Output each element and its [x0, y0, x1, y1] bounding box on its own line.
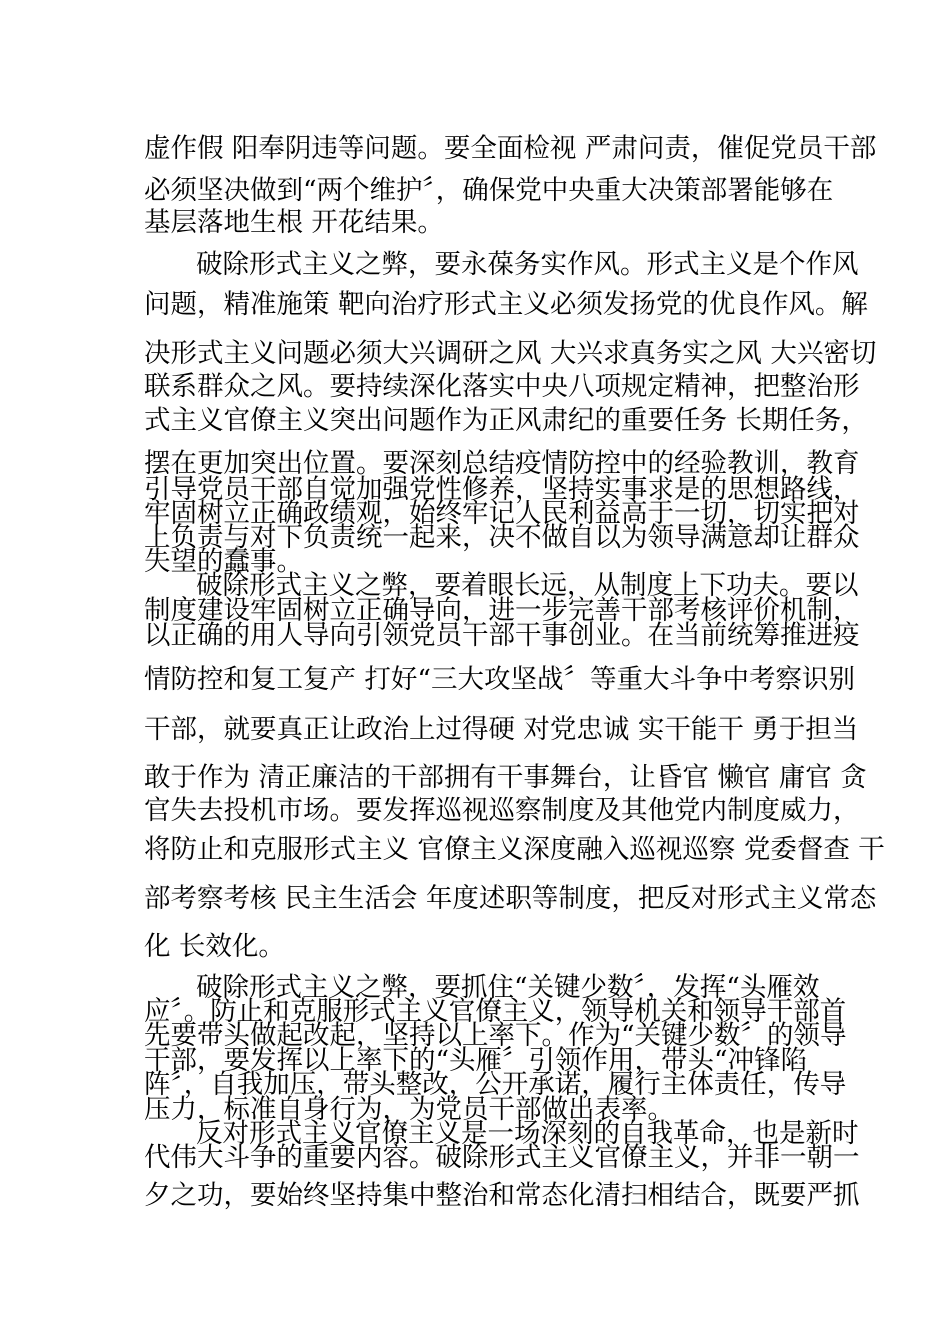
text-line: 摆在更加突出位置。要深刻总结疫情防控中的经验教训，教育: [144, 448, 860, 479]
text-line: 敢于作为 清正廉洁的干部拥有干事舞台，让昏官 懒官 庸官 贪: [144, 762, 867, 793]
text-line: 以正确的用人导向引领党员干部干事创业。在当前统筹推进疫: [144, 620, 860, 651]
text-line: 基层落地生根 开花结果。: [144, 207, 444, 238]
text-line: 官失去投机市场。要发挥巡视巡察制度及其他党内制度威力，: [144, 795, 860, 826]
text-line: 必须坚决做到“两个维护〞，确保党中央重大决策部署能够在: [144, 175, 834, 206]
text-line: 制度建设牢固树立正确导向，进一步完善干部考核评价机制，: [144, 595, 860, 626]
paragraph-first-line: 反对形式主义官僚主义是一场深刻的自我革命，也是新时: [196, 1118, 859, 1149]
text-line: 牢固树立正确政绩观，始终牢记人民利益高于一切，切实把对: [144, 498, 860, 529]
text-line: 联系群众之风。要持续深化落实中央八项规定精神，把整治形: [144, 371, 860, 402]
text-line: 先要带头做起改起，坚持以上率下。作为“关键少数〞的领导: [144, 1020, 847, 1051]
paragraph-first-line: 破除形式主义之弊，要着眼长远，从制度上下功夫。要以: [196, 570, 859, 601]
text-line: 干部，就要真正让政治上过得硬 对党忠诚 实干能干 勇于担当: [144, 714, 859, 745]
text-line: 失望的蠢事。: [144, 546, 303, 577]
text-line: 化 长效化。: [144, 931, 285, 962]
text-line: 应〞。防止和克服形式主义官僚主义，领导机关和领导干部首: [144, 996, 847, 1027]
text-line: 式主义官僚主义突出问题作为正风肃纪的重要任务 长期任务，: [144, 405, 868, 436]
text-line: 阵〞，自我加压，带头整改，公开承诺，履行主体责任，传导: [144, 1069, 847, 1100]
text-line: 将防止和克服形式主义 官僚主义深度融入巡视巡察 党委督查 干: [144, 834, 885, 865]
paragraph-first-line: 破除形式主义之弊，要抓住“关键少数〞，发挥“头雁效: [196, 972, 820, 1003]
text-line: 情防控和复工复产 打好“三大攻坚战〞等重大斗争中考察识别: [144, 664, 855, 695]
text-line: 决形式主义问题必须大兴调研之风 大兴求真务实之风 大兴密切: [144, 338, 877, 369]
paragraph-first-line: 破除形式主义之弊，要永葆务实作风。形式主义是个作风: [196, 249, 859, 280]
text-line: 压力，标准自身行为，为党员干部做出表率。: [144, 1094, 674, 1125]
text-line: 干部，要发挥以上率下的“头雁〞引领作用，带头“冲锋陷: [144, 1045, 808, 1076]
text-line: 部考察考核 民主生活会 年度述职等制度，把反对形式主义常态: [144, 883, 877, 914]
text-line: 夕之功，要始终坚持集中整治和常态化清扫相结合，既要严抓: [144, 1180, 860, 1211]
text-line: 问题，精准施策 靶向治疗形式主义必须发扬党的优良作风。解: [144, 289, 868, 320]
text-line: 代伟大斗争的重要内容。破除形式主义官僚主义，并非一朝一: [144, 1142, 860, 1173]
text-line: 引导党员干部自觉加强党性修养，坚持实事求是的思想路线，: [144, 474, 860, 505]
text-line: 虚作假 阳奉阴违等问题。要全面检视 严肃问责，催促党员干部: [144, 133, 877, 164]
text-line: 上负责与对下负责统一起来，决不做自以为领导满意却让群众: [144, 522, 860, 553]
